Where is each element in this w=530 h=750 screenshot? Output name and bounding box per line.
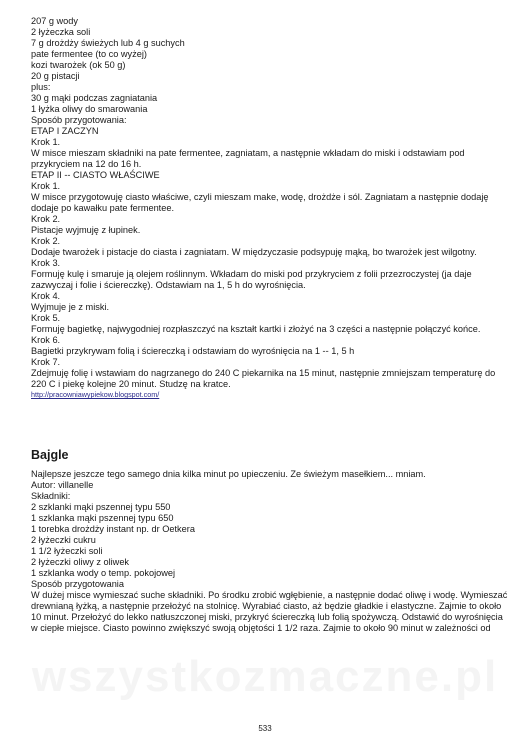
text-line: kozi twarożek (ok 50 g) (31, 60, 126, 70)
text-line: 2 łyżeczki oliwy z oliwek (31, 557, 130, 567)
text-line: W dużej misce wymieszać suche składniki. Po środku zrobić wgłębienie, a następnie dodać oliwę i wodę. Wymieszać drewnianą łyżką, a następnie przełożyć na stolnicę. Wyrabiać ciasto, aż będzie gładkie i elastyczne. Zajmie to około 10 minut. Przełożyć do lekko natłuszczonej miski, przykryć ściereczką lub folią spożywczą. Odstawić do wyrośnięcia w ciepłe miejsce. Ciasto powinno zwiększyć swoją objętości 1 1/2 raza. Zajmie to około 90 minut w zależności od (31, 590, 508, 633)
text-line: Formuję kulę i smaruje ją olejem roślinnym. Wkładam do miski pod przykryciem z folii przezroczystej (ja daje zazwyczaj i folie i ściereczkę). Odstawiam na 1, 5 h do wyrośnięcia. (31, 269, 472, 290)
text-line: 207 g wody (31, 16, 78, 26)
text-line: Formuję bagietkę, najwygodniej rozpłaszczyć na kształt kartki i złożyć na 3 części a następnie połączyć końce. (31, 324, 481, 334)
text-line: Sposób przygotowania: (31, 115, 127, 125)
text-line: W misce mieszam składniki na pate fermentee, zagniatam, a następnie wkładam do miski i odstawiam pod przykryciem na 12 do 16 h. (31, 148, 465, 169)
text-line: ETAP I ZACZYN (31, 126, 99, 136)
watermark: wszystkozmaczne.pl (31, 652, 499, 701)
text-line: plus: (31, 82, 51, 92)
text-line: Składniki: (31, 491, 71, 501)
recipe-section-1 (31, 16, 509, 390)
text-line: Krok 2. (31, 214, 61, 224)
recipe-title: Bajgle (31, 448, 69, 462)
text-line: Krok 1. (31, 181, 61, 191)
text-line: 1 1/2 łyżeczki soli (31, 546, 103, 556)
page-number: 533 (258, 724, 272, 733)
text-line: Zdejmuję folię i wstawiam do nagrzanego do 240 C piekarnika na 15 minut, następnie zmniejszam temperaturę do 220 C i piekę kolejne 20 minut. Studzę na kratce. (31, 368, 496, 389)
text-line: Krok 7. (31, 357, 61, 367)
text-line: 1 szklanka mąki pszennej typu 650 (31, 513, 174, 523)
text-line: 2 szklanki mąki pszennej typu 550 (31, 502, 171, 512)
text-line: Krok 4. (31, 291, 61, 301)
text-line: ETAP II -- CIASTO WŁAŚCIWE (31, 170, 160, 180)
text-line: 1 łyżka oliwy do smarowania (31, 104, 148, 114)
text-line: Bagietki przykrywam folią i ściereczką i odstawiam do wyrośnięcia na 1 -- 1, 5 h (31, 346, 355, 356)
text-line: Krok 2. (31, 236, 61, 246)
text-line: Krok 1. (31, 137, 61, 147)
text-line: 30 g mąki podczas zagniatania (31, 93, 158, 103)
text-line: 1 szklanka wody o temp. pokojowej (31, 568, 176, 578)
text-line: Krok 3. (31, 258, 61, 268)
text-line: Autor: villanelle (31, 480, 94, 490)
text-line: Najlepsze jeszcze tego samego dnia kilka minut po upieczeniu. Ze świeżym masełkiem... mniam. (31, 469, 426, 479)
text-line: 2 łyżeczka soli (31, 27, 91, 37)
text-line: Krok 6. (31, 335, 61, 345)
recipe-section-2 (31, 469, 509, 634)
text-line: pate fermentee (to co wyżej) (31, 49, 147, 59)
text-line: 2 łyżeczki cukru (31, 535, 96, 545)
text-line: 20 g pistacji (31, 71, 80, 81)
source-link[interactable]: http://pracowniawypiekow.blogspot.com/ (31, 390, 160, 399)
text-line: 1 torebka drożdży instant np. dr Oetkera (31, 524, 195, 534)
text-line: Pistacje wyjmuję z łupinek. (31, 225, 141, 235)
text-line: Dodaje twarożek i pistacje do ciasta i zagniatam. W międzyczasie podsypuję mąką, bo twarożek jest wilgotny. (31, 247, 477, 257)
text-line: W misce przygotowuję ciasto właściwe, czyli mieszam make, wodę, drożdże i sól. Zagniatam a następnie dodaję dodaje po kawałku pate fermentee. (31, 192, 489, 213)
text-line: Krok 5. (31, 313, 61, 323)
document-page (31, 16, 509, 634)
text-line: Wyjmuje je z miski. (31, 302, 110, 312)
text-line: 7 g drożdży świeżych lub 4 g suchych (31, 38, 185, 48)
text-line: Sposób przygotowania (31, 579, 124, 589)
